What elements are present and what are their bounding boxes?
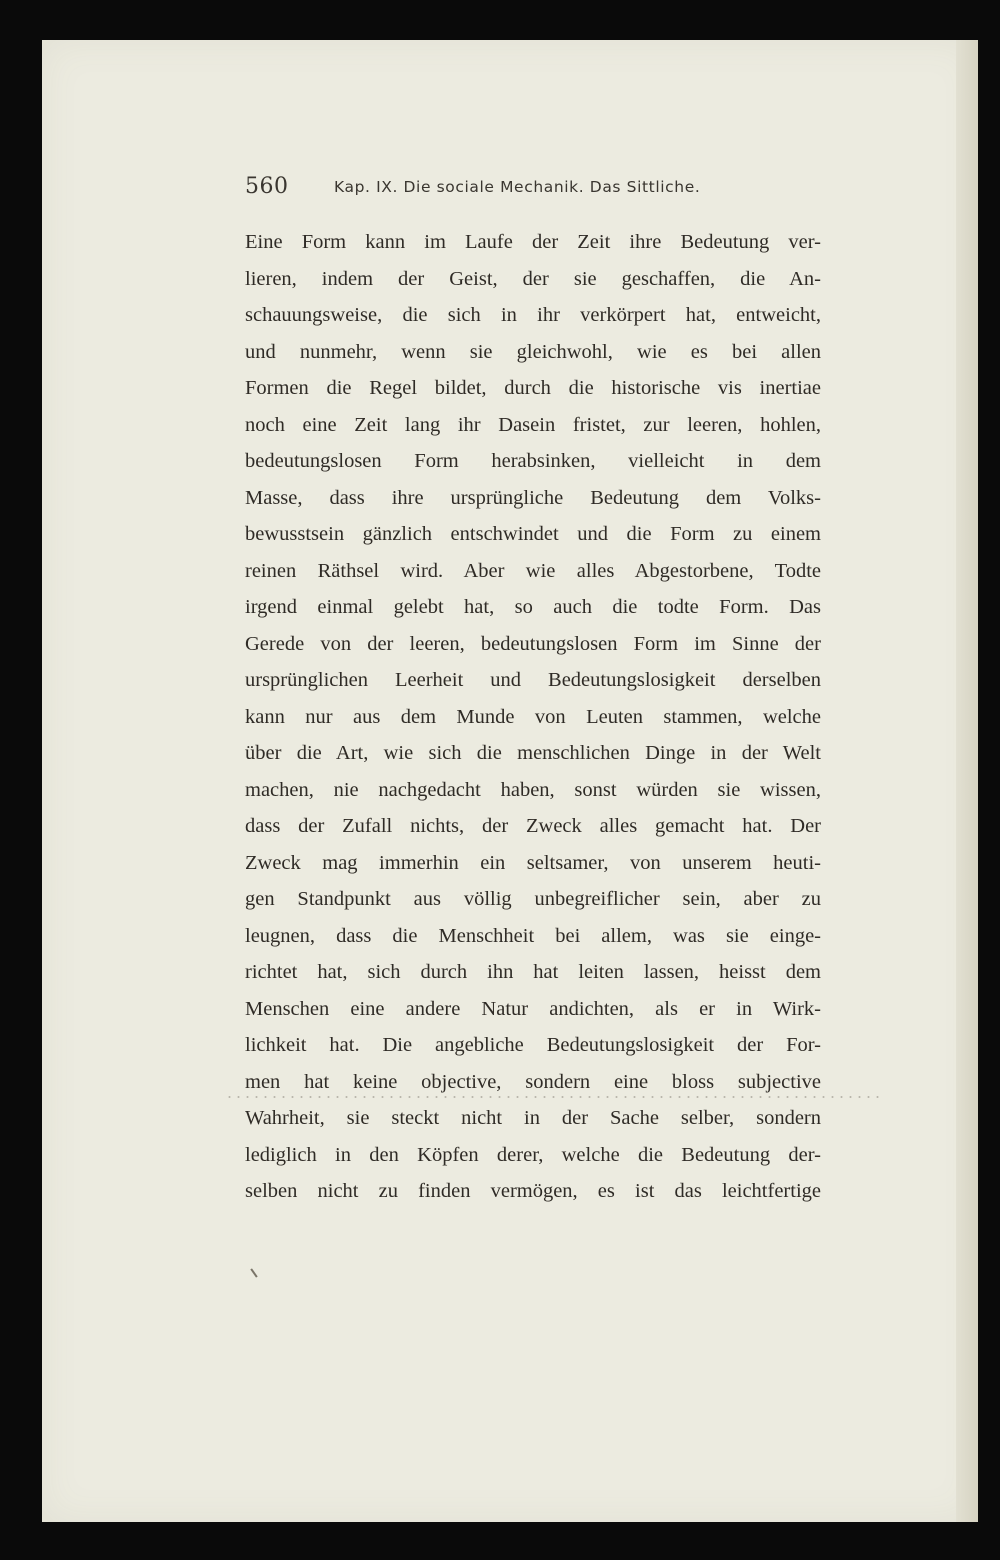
- text-line: lediglich in den Köpfen derer, welche die Bedeutung der-: [245, 1143, 821, 1166]
- text-line: lieren, indem der Geist, der sie geschaffen, die An-: [245, 267, 821, 290]
- page-edge: [956, 40, 978, 1522]
- text-line: leugnen, dass die Menschheit bei allem, was sie einge-: [245, 924, 821, 947]
- text-line: reinen Räthsel wird. Aber wie alles Abgestorbene, Todte: [245, 559, 821, 582]
- text-line: lichkeit hat. Die angebliche Bedeutungslosigkeit der For-: [245, 1034, 821, 1056]
- text-line: bewusstsein gänzlich entschwindet und die Form zu einem: [245, 523, 821, 545]
- text-line: Gerede von der leeren, bedeutungslosen Form im Sinne der: [245, 632, 821, 655]
- page-header: [245, 174, 825, 208]
- text-line: kann nur aus dem Munde von Leuten stammen, welche: [245, 705, 821, 728]
- scan-dot-artifact: [225, 1096, 885, 1098]
- text-line: men hat keine objective, sondern eine bloss subjective: [245, 1070, 821, 1093]
- text-line: machen, nie nachgedacht haben, sonst würden sie wissen,: [245, 778, 821, 801]
- text-line: irgend einmal gelebt hat, so auch die todte Form. Das: [245, 596, 821, 618]
- text-line: Wahrheit, sie steckt nicht in der Sache selber, sondern: [245, 1107, 821, 1129]
- text-line: Masse, dass ihre ursprüngliche Bedeutung dem Volks-: [245, 486, 821, 509]
- text-line: bedeutungslosen Form herabsinken, vielleicht in dem: [245, 450, 821, 472]
- text-line: richtet hat, sich durch ihn hat leiten lassen, heisst dem: [245, 961, 821, 983]
- running-head: Kap. IX. Die sociale Mechanik. Das Sittliche.: [334, 178, 701, 196]
- text-line: ursprünglichen Leerheit und Bedeutungslosigkeit derselben: [245, 669, 821, 691]
- text-line: selben nicht zu finden vermögen, es ist das leichtfertige: [245, 1180, 821, 1202]
- text-line: und nunmehr, wenn sie gleichwohl, wie es bei allen: [245, 340, 821, 363]
- text-line: Eine Form kann im Laufe der Zeit ihre Bedeutung ver-: [245, 231, 821, 253]
- text-line: schauungsweise, die sich in ihr verkörpert hat, entweicht,: [245, 304, 821, 326]
- text-line: noch eine Zeit lang ihr Dasein fristet, zur leeren, hohlen,: [245, 413, 821, 436]
- body-text: [245, 224, 821, 1210]
- text-line: Formen die Regel bildet, durch die historische vis inertiae: [245, 377, 821, 399]
- text-line: dass der Zufall nichts, der Zweck alles gemacht hat. Der: [245, 815, 821, 837]
- page-number: 560: [245, 174, 289, 199]
- text-line: Zweck mag immerhin ein seltsamer, von unserem heuti-: [245, 851, 821, 874]
- text-line: gen Standpunkt aus völlig unbegreiflicher sein, aber zu: [245, 888, 821, 910]
- text-line: über die Art, wie sich die menschlichen Dinge in der Welt: [245, 742, 821, 764]
- text-line: Menschen eine andere Natur andichten, als er in Wirk-: [245, 997, 821, 1020]
